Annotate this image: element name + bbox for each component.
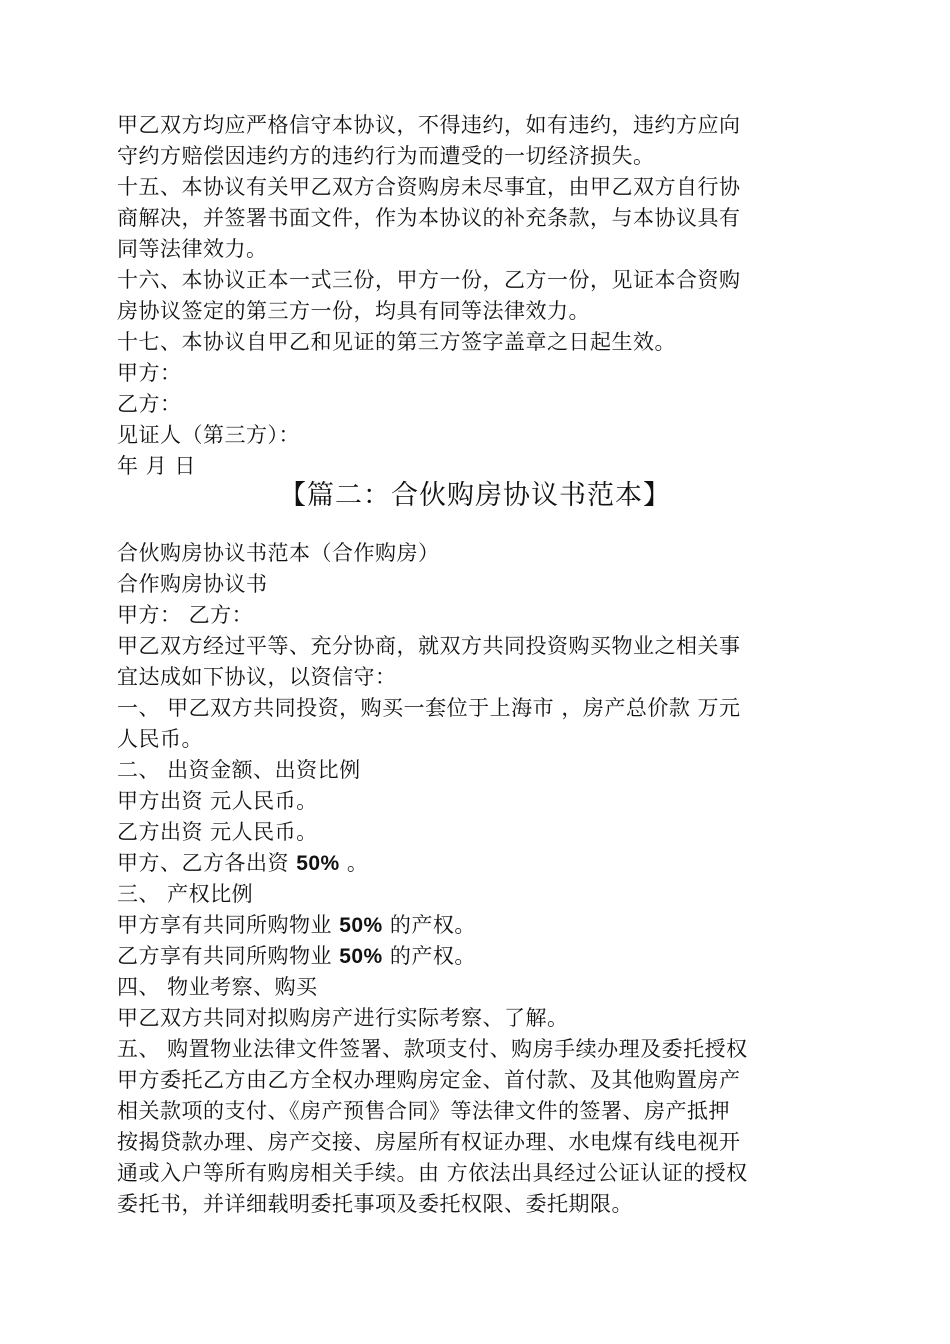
paragraph-line: 房协议签定的第三方一份，均具有同等法律效力。: [117, 299, 590, 323]
ownership-b-suffix: 的产权。: [382, 944, 476, 968]
paragraph-line: 五、 购置物业法律文件签署、款项支付、购房手续办理及委托授权: [117, 1037, 748, 1061]
section2-title: 【篇二：合伙购房协议书范本】: [279, 480, 671, 511]
signature-date: 年 月 日: [117, 454, 196, 478]
paragraph-line: 三、 产权比例: [117, 882, 254, 906]
paragraph-line: 委托书，并详细载明委托事项及委托权限、委托期限。: [117, 1192, 633, 1216]
paragraph-line: 人民币。: [117, 727, 203, 751]
paragraph-line: 守约方赔偿因违约方的违约行为而遭受的一切经济损失。: [117, 144, 655, 168]
ownership-line-b: [117, 941, 832, 972]
ownership-line-a: [117, 910, 832, 941]
ratio-prefix: 甲方、乙方各出资: [117, 851, 297, 875]
paragraph-line: 通或入户等所有购房相关手续。由 方依法出具经过公证认证的授权: [117, 1161, 748, 1185]
signature-party-b: 乙方：: [117, 392, 182, 416]
paragraph-line: 商解决，并签署书面文件，作为本协议的补充条款，与本协议具有: [117, 206, 741, 230]
paragraph-line: 十七、本协议自甲乙和见证的第三方签字盖章之日起生效。: [117, 330, 676, 354]
signature-witness: 见证人（第三方）：: [117, 423, 300, 447]
paragraph-line: 十五、本协议有关甲乙双方合资购房未尽事宜，由甲乙双方自行协: [117, 175, 741, 199]
paragraph-line: 合作购房协议书: [117, 572, 268, 596]
paragraph-line: 十六、本协议正本一式三份，甲方一份，乙方一份，见证本合资购: [117, 268, 741, 292]
section2-body: [117, 538, 832, 1220]
paragraph-line: 甲乙双方均应严格信守本协议，不得违约，如有违约，违约方应向: [117, 113, 741, 137]
ratio-suffix: 。: [339, 851, 369, 875]
ownership-a-value: 50%: [339, 914, 383, 937]
paragraph-line: 乙方出资 元人民币。: [117, 820, 318, 844]
paragraph-line: 一、 甲乙双方共同投资，购买一套位于上海市 ，房产总价款 万元: [117, 696, 741, 720]
paragraph-line: 相关款项的支付、《房产预售合同》等法律文件的签署、房产抵押: [117, 1099, 730, 1123]
paragraph-line: 甲乙双方共同对拟购房产进行实际考察、了解。: [117, 1006, 569, 1030]
ownership-b-prefix: 乙方享有共同所购物业: [117, 944, 340, 968]
ownership-b-value: 50%: [339, 945, 383, 968]
paragraph-line: 按揭贷款办理、房产交接、房屋所有权证办理、水电煤有线电视开: [117, 1130, 741, 1154]
signature-party-a: 甲方：: [117, 361, 182, 385]
section1-body: [117, 110, 832, 482]
paragraph-line: 四、 物业考察、购买: [117, 975, 318, 999]
paragraph-line: 合伙购房协议书范本（合作购房）: [117, 541, 440, 565]
paragraph-line: 甲方出资 元人民币。: [117, 789, 318, 813]
paragraph-line: 甲方： 乙方：: [117, 603, 254, 627]
ownership-a-prefix: 甲方享有共同所购物业: [117, 913, 340, 937]
paragraph-line: 同等法律效力。: [117, 237, 268, 261]
paragraph-line: 甲方委托乙方由乙方全权办理购房定金、首付款、及其他购置房产: [117, 1068, 741, 1092]
ownership-a-suffix: 的产权。: [382, 913, 476, 937]
paragraph-line: 二、 出资金额、出资比例: [117, 758, 361, 782]
contribution-ratio-line: [117, 848, 832, 879]
ratio-value: 50%: [296, 852, 340, 875]
paragraph-line: 甲乙双方经过平等、充分协商，就双方共同投资购买物业之相关事: [117, 634, 741, 658]
paragraph-line: 宜达成如下协议，以资信守：: [117, 665, 397, 689]
